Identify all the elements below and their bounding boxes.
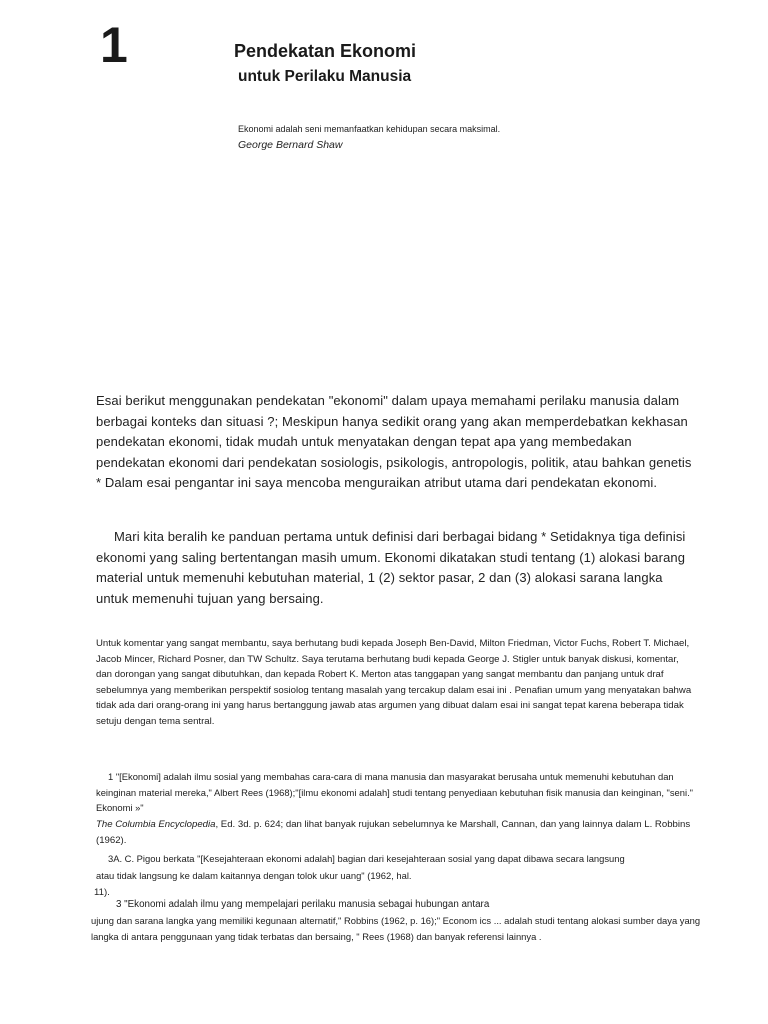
chapter-title: Pendekatan Ekonomi: [234, 41, 417, 61]
chapter-number: 1: [100, 17, 128, 73]
footnote-1-source: [96, 817, 696, 849]
footnote-1-text: 1 "[Ekonomi] adalah ilmu sosial yang membahas cara-cara di mana manusia dan masyarakat berusaha untuk memenuhi kebutuhan dan keinginan material mereka," Albert Rees (1968);"[ilmu ekonomi adalah] studi tentang penyediaan kebutuhan fisik manusia dan keinginan, "seni." Ekonomi »": [96, 771, 694, 814]
footnote-2: [96, 851, 696, 867]
footnote-2-text: 3A. C. Pigou berkata "[Kesejahteraan ekonomi adalah] bagian dari kesejahteraan sosial yang dapat dibawa secara langsung: [108, 853, 625, 864]
body-paragraph-2: [96, 527, 696, 609]
footnote-1-source-text: , Ed. 3d. p. 624; dan lihat banyak rujukan sebelumnya ke Marshall, Cannan, dan yang lainnya dalam L. Robbins (1962).: [96, 819, 691, 846]
footnote-1-source-title: The Columbia Encyclopedia: [96, 819, 216, 830]
footnote-2-end: 11).: [94, 887, 110, 898]
body-paragraph-2-text: Mari kita beralih ke panduan pertama untuk definisi dari berbagai bidang * Setidaknya tiga definisi ekonomi yang saling bertentangan masih umum. Ekonomi dikatakan studi tentang (1) alokasi barang material untuk memenuhi kebutuhan material, 1 (2) sektor pasar, 2 dan (3) alokasi sarana langka untuk memenuhi tujuan yang bersaing.: [96, 529, 686, 606]
acknowledgment-note: Untuk komentar yang sangat membantu, saya berhutang budi kepada Joseph Ben-David, Milton Friedman, Victor Fuchs, Robert T. Michael, Jacob Mincer, Richard Posner, dan TW Schultz. Saya terutama berhutang budi kepada George J. Stigler untuk banyak diskusi, komentar, dan dorongan yang sangat dibutuhkan, dan kepada Robert K. Merton atas tanggapan yang sangat membantu dan panjang untuk draf sebelumnya yang memberikan perspektif sosiolog tentang masalah yang tercakup dalam esai ini . Penafian umum yang menyatakan bahwa tidak ada dari orang-orang ini yang harus bertanggung jawab atas argumen yang dibuat dalam esai ini sangat tepat karena beberapa tidak setuju dengan tema sentral.: [96, 638, 692, 727]
chapter-subtitle: untuk Perilaku Manusia: [238, 68, 412, 85]
footnote-2-continuation: atau tidak langsung ke dalam kaitannya dengan tolok ukur uang" (1962, hal.: [96, 870, 412, 881]
epigraph-quote: Ekonomi adalah seni memanfaatkan kehidupan secara maksimal.: [238, 124, 501, 134]
body-paragraph-1: Esai berikut menggunakan pendekatan "ekonomi" dalam upaya memahami perilaku manusia dalam berbagai konteks dan situasi ?; Meskipun hanya sedikit orang yang akan memperdebatkan kekhasan pendekatan ekonomi, tidak mudah untuk menyatakan dengan tepat apa yang membedakan pendekatan ekonomi dari pendekatan sosiologis, psikologis, antropologis, politik, atau bahkan genetis * Dalam esai pengantar ini saya mencoba menguraikan atribut utama dari pendekatan ekonomi.: [96, 393, 692, 491]
footnote-1: [96, 769, 696, 816]
epigraph-author: George Bernard Shaw: [238, 139, 343, 151]
footnote-3-text: ujung dan sarana langka yang memiliki kegunaan alternatif," Robbins (1962, p. 16);" Econom ics ... adalah studi tentang alokasi sumber daya yang langka di antara penggunaan yang tidak terbatas dan bersaing, " Rees (1968) dan banyak referensi lainnya .: [91, 915, 701, 942]
footnote-3-first-line: 3 "Ekonomi adalah ilmu yang mempelajari perilaku manusia sebagai hubungan antara: [116, 899, 490, 910]
